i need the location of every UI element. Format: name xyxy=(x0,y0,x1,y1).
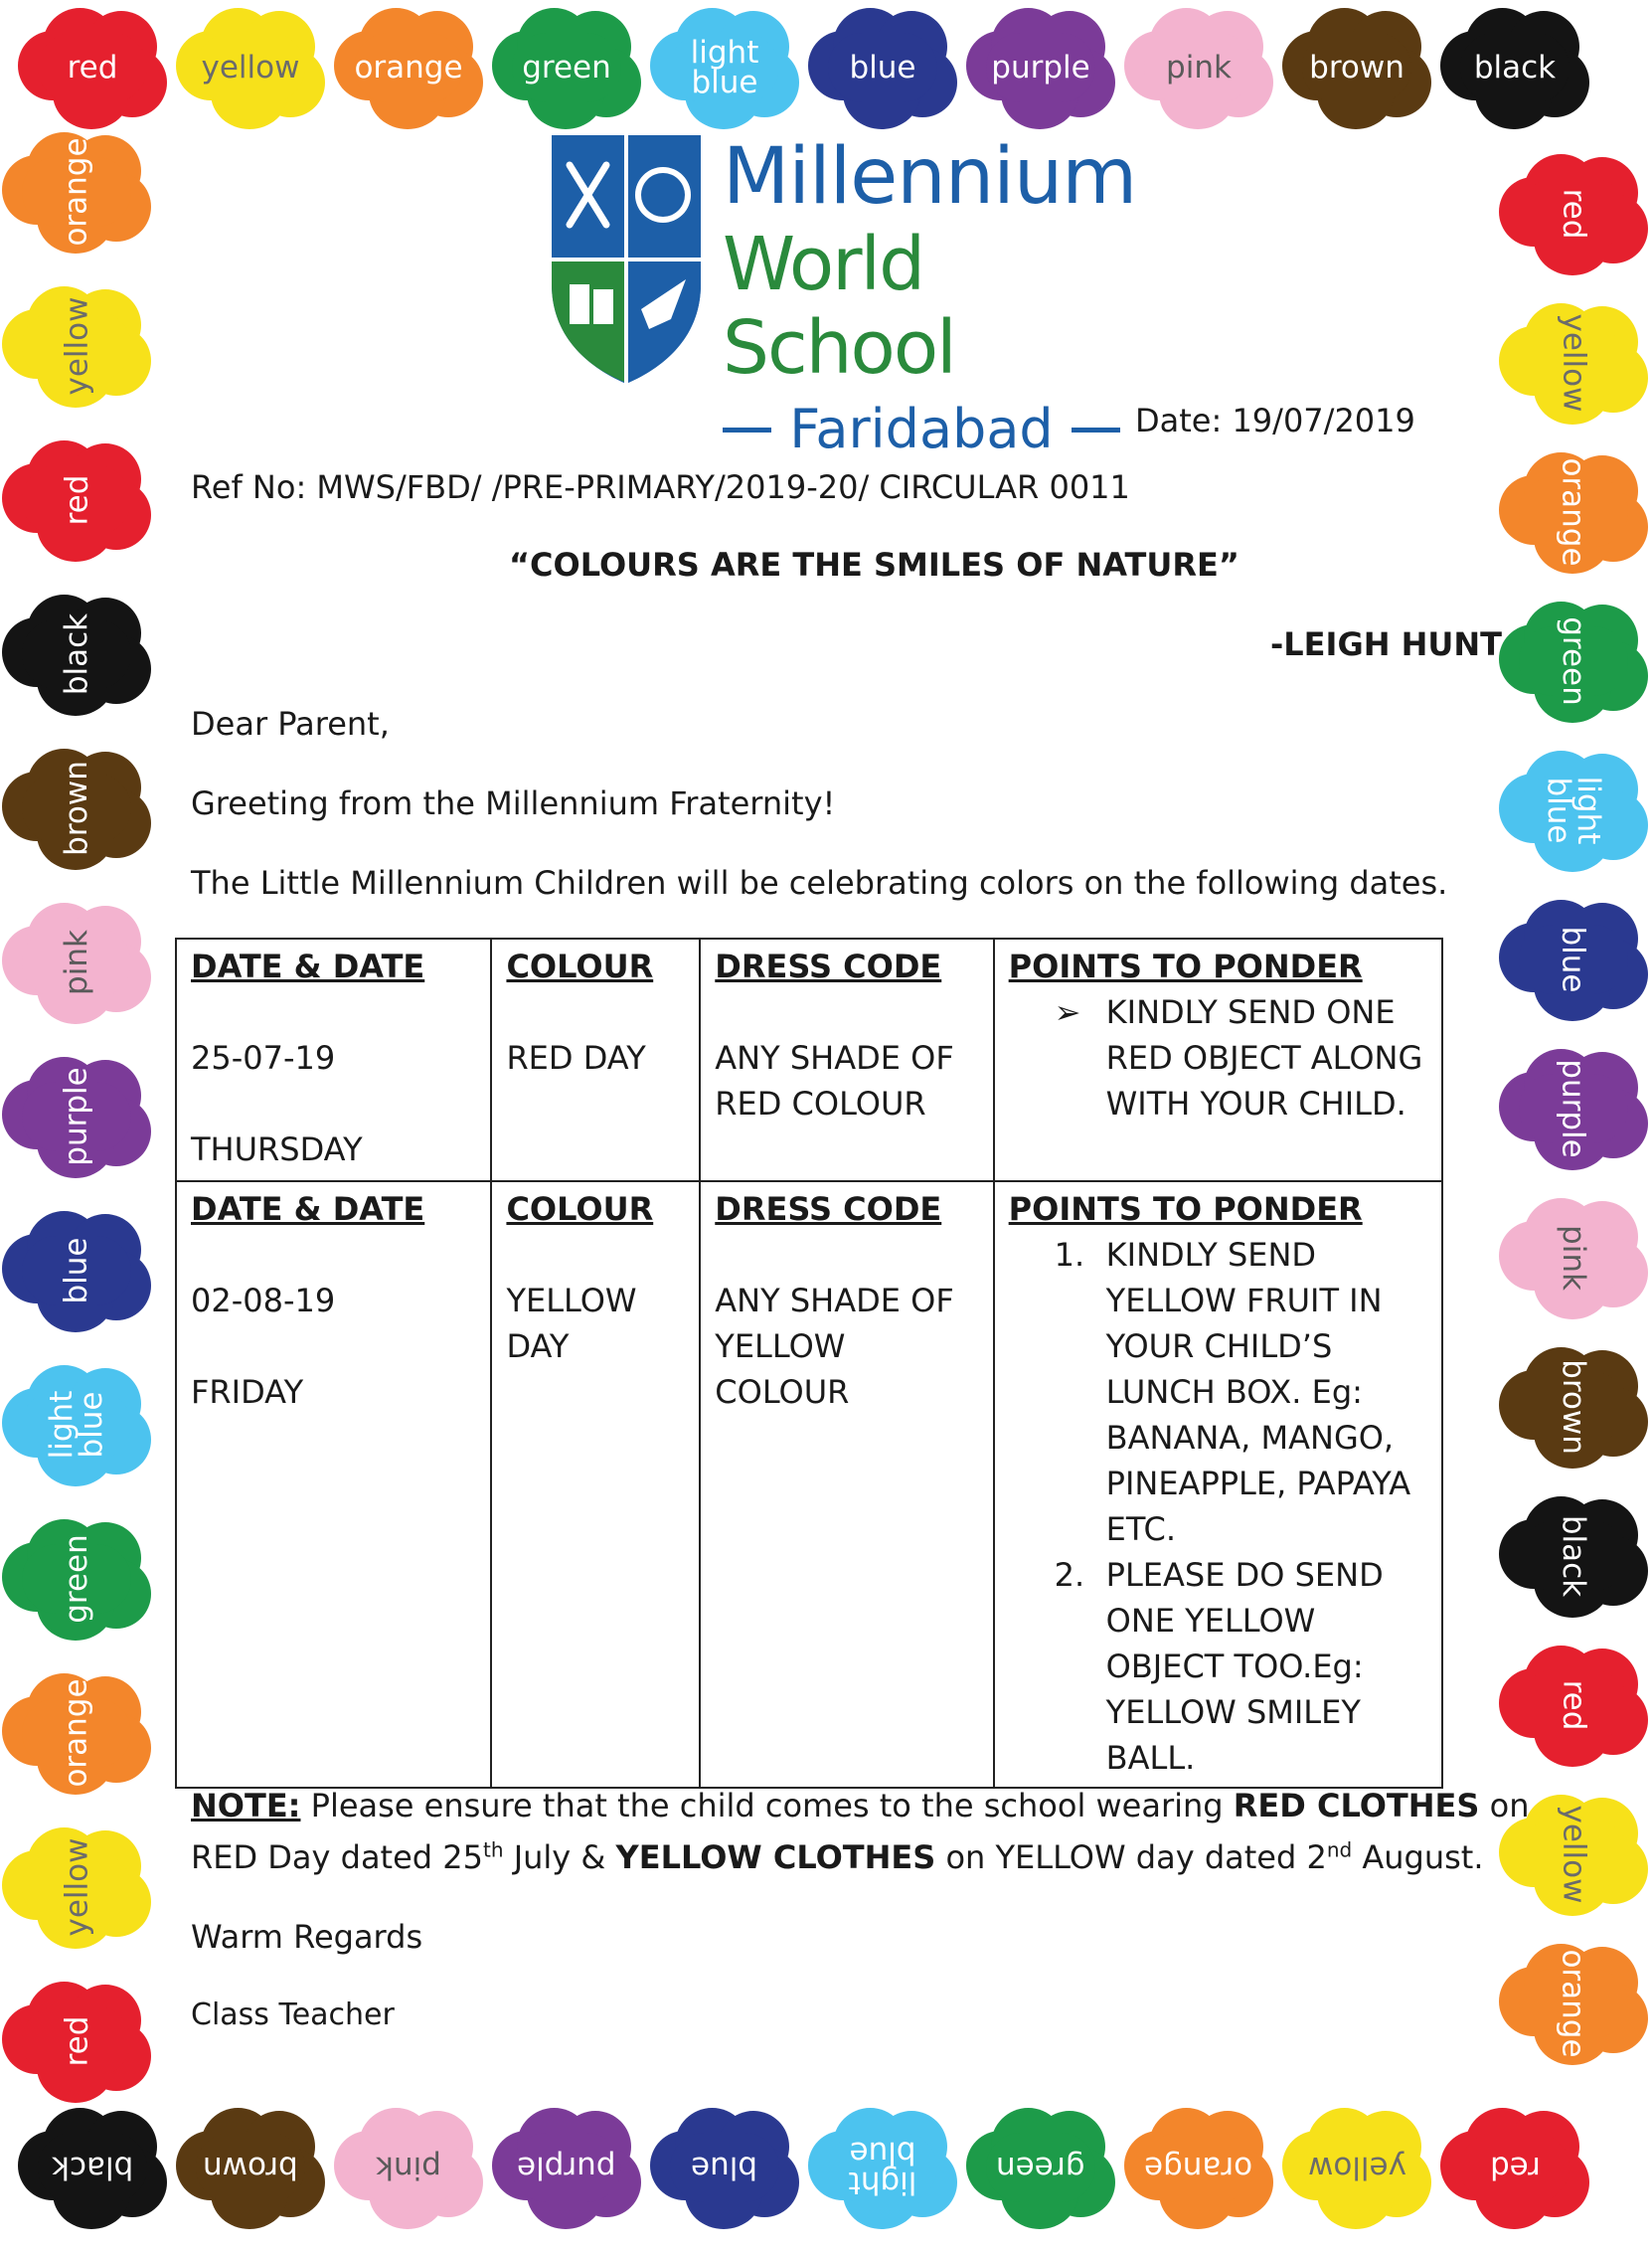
border-cloud-bottom xyxy=(966,2103,1115,2232)
cloud-label-text: green xyxy=(996,2150,1085,2185)
row-day: THURSDAY xyxy=(191,1130,363,1168)
border-cloud-left xyxy=(2,1668,151,1798)
cloud-label xyxy=(650,2103,799,2232)
cloud-label-text: orange xyxy=(58,1678,94,1788)
cloud-label xyxy=(2,1668,151,1798)
signature: Class Teacher xyxy=(191,1997,395,2032)
border-cloud-left xyxy=(2,1052,151,1181)
border-cloud-right xyxy=(1499,1491,1648,1621)
cloud-label xyxy=(2,435,151,565)
school-crest-icon xyxy=(552,135,701,384)
cloud-label xyxy=(1499,1491,1648,1621)
cloud-label xyxy=(1124,2103,1273,2232)
cloud-label xyxy=(1499,1193,1648,1322)
cloud-label-text: yellow xyxy=(1556,313,1591,413)
border-cloud-right xyxy=(1499,1193,1648,1322)
point-item xyxy=(1009,989,1427,1127)
cloud-label xyxy=(1282,2103,1431,2232)
intro-text: The Little Millennium Children will be celebrating colors on the following dates. xyxy=(191,864,1448,902)
cloud-label-text: pink xyxy=(1555,1225,1591,1291)
border-cloud-top xyxy=(966,3,1115,132)
cloud-label-text: pink xyxy=(1166,50,1232,86)
cloud-label xyxy=(2,1206,151,1335)
note-label: NOTE: xyxy=(191,1787,301,1824)
cloud-label xyxy=(2,590,151,719)
cloud-label-text: orange xyxy=(1144,2150,1253,2185)
border-cloud-left xyxy=(2,1206,151,1335)
cloud-label-text: red xyxy=(67,50,118,86)
border-cloud-left xyxy=(2,1514,151,1644)
cloud-label-text: purple xyxy=(991,50,1090,86)
cloud-label-text: light blue xyxy=(848,2135,917,2200)
circular-date: Date: 19/07/2019 xyxy=(1135,402,1415,439)
border-cloud-right xyxy=(1499,149,1648,278)
border-cloud-left xyxy=(2,1360,151,1489)
cloud-label xyxy=(2,1052,151,1181)
border-cloud-left xyxy=(2,1822,151,1952)
cloud-label xyxy=(1499,1939,1648,2068)
point-marker: 2. xyxy=(1054,1556,1085,1594)
border-cloud-bottom xyxy=(1440,2103,1589,2232)
cell-date xyxy=(176,1181,491,1788)
celebration-schedule-table xyxy=(175,938,1443,1789)
closing: Warm Regards xyxy=(191,1918,423,1956)
cloud-label xyxy=(1499,1044,1648,1173)
cloud-label-text: blue xyxy=(691,2150,758,2185)
cloud-label-text: orange xyxy=(1555,457,1591,567)
cloud-label xyxy=(492,3,641,132)
cloud-label-text: orange xyxy=(354,50,463,86)
cloud-label xyxy=(1124,3,1273,132)
logo-line-1: Millennium xyxy=(723,132,1137,222)
header-dress-code: DRESS CODE xyxy=(715,1190,942,1228)
cloud-label-text: brown xyxy=(203,2150,298,2185)
row-date: 25-07-19 xyxy=(191,1039,336,1077)
point-text: PLEASE DO SEND ONE YELLOW OBJECT TOO.Eg: YELLOW SMILEY BALL. xyxy=(1105,1556,1384,1777)
note-text-2: on xyxy=(1479,1787,1530,1824)
note-text-5: on YELLOW day dated 2 xyxy=(935,1838,1327,1876)
border-cloud-right xyxy=(1499,1641,1648,1770)
cell-dress-code xyxy=(700,1181,993,1788)
table-row xyxy=(176,939,1442,1181)
quote-author: -LEIGH HUNT xyxy=(1270,625,1502,663)
cloud-label-text: light blue xyxy=(690,35,759,100)
cloud-label-text: black xyxy=(1555,1514,1591,1598)
cloud-label xyxy=(966,3,1115,132)
border-cloud-right xyxy=(1499,1044,1648,1173)
note-sup-1: th xyxy=(482,1837,504,1862)
border-cloud-left xyxy=(2,127,151,257)
header-points: POINTS TO PONDER xyxy=(1008,948,1363,985)
cloud-label xyxy=(1499,447,1648,577)
border-cloud-top xyxy=(1440,3,1589,132)
border-cloud-top xyxy=(1124,3,1273,132)
table-row xyxy=(176,1181,1442,1788)
border-cloud-bottom xyxy=(18,2103,167,2232)
border-cloud-bottom xyxy=(334,2103,483,2232)
border-cloud-top xyxy=(1282,3,1431,132)
note-text-6: August. xyxy=(1352,1838,1484,1876)
school-logo xyxy=(552,131,1137,460)
cloud-label xyxy=(2,127,151,257)
cloud-label-text: black xyxy=(58,612,94,696)
cloud-label xyxy=(1440,3,1589,132)
logo-dash-right xyxy=(1072,428,1120,433)
cloud-label xyxy=(1499,895,1648,1024)
note-red-clothes: RED CLOTHES xyxy=(1233,1787,1480,1824)
cloud-label-text: yellow xyxy=(59,296,94,396)
header-colour: COLOUR xyxy=(506,1190,654,1228)
cloud-label xyxy=(2,1977,151,2106)
row-colour: RED DAY xyxy=(506,1039,646,1077)
cloud-label xyxy=(492,2103,641,2232)
row-day: FRIDAY xyxy=(191,1373,304,1411)
cloud-label-text: pink xyxy=(58,930,94,995)
note-sup-2: nd xyxy=(1326,1837,1353,1862)
cell-date xyxy=(176,939,491,1181)
header-points: POINTS TO PONDER xyxy=(1008,1190,1363,1228)
cloud-label xyxy=(1282,3,1431,132)
note-text-3: RED Day dated 25 xyxy=(191,1838,483,1876)
cloud-label xyxy=(334,2103,483,2232)
greeting: Greeting from the Millennium Fraternity! xyxy=(191,784,836,822)
point-text: KINDLY SEND YELLOW FRUIT IN YOUR CHILD’S LUNCH BOX. Eg: BANANA, MANGO, PINEAPPLE, PAPAYA ETC. xyxy=(1105,1236,1411,1548)
cloud-label xyxy=(2,744,151,873)
cloud-label-text: red xyxy=(1555,1679,1591,1731)
cloud-label-text: yellow xyxy=(201,50,300,86)
cloud-label-text: light blue xyxy=(44,1390,109,1460)
border-cloud-left xyxy=(2,590,151,719)
cloud-label xyxy=(650,3,799,132)
cloud-label-text: brown xyxy=(1556,1359,1591,1455)
salutation: Dear Parent, xyxy=(191,705,390,743)
cloud-label-text: red xyxy=(1555,188,1591,240)
cloud-label-text: red xyxy=(58,474,94,526)
cloud-label-text: blue xyxy=(849,50,916,86)
header-date: DATE & DATE xyxy=(191,948,425,985)
border-cloud-left xyxy=(2,898,151,1027)
border-cloud-left xyxy=(2,744,151,873)
border-cloud-top xyxy=(176,3,325,132)
point-marker: 1. xyxy=(1054,1236,1085,1274)
border-cloud-left xyxy=(2,281,151,411)
cloud-label-text: orange xyxy=(1555,1949,1591,2058)
header-colour: COLOUR xyxy=(506,948,654,985)
note-text-4: July & xyxy=(503,1838,616,1876)
cell-colour xyxy=(491,939,700,1181)
logo-line-2: World School xyxy=(723,222,955,391)
cloud-label xyxy=(2,1822,151,1952)
cloud-label-text: pink xyxy=(376,2150,441,2185)
row-dress-code: ANY SHADE OF YELLOW COLOUR xyxy=(715,1282,954,1411)
cloud-label xyxy=(1499,149,1648,278)
cloud-label xyxy=(808,3,957,132)
border-cloud-top xyxy=(808,3,957,132)
cloud-label-text: black xyxy=(1473,50,1557,86)
logo-dash-left xyxy=(723,428,771,433)
cloud-label xyxy=(2,898,151,1027)
point-text: KINDLY SEND ONE RED OBJECT ALONG WITH YOUR CHILD. xyxy=(1105,993,1423,1123)
border-cloud-right xyxy=(1499,597,1648,726)
border-cloud-top xyxy=(650,3,799,132)
border-cloud-top xyxy=(334,3,483,132)
cell-points xyxy=(994,939,1442,1181)
border-cloud-right xyxy=(1499,895,1648,1024)
cloud-label xyxy=(18,3,167,132)
cloud-label xyxy=(1499,1641,1648,1770)
cloud-label xyxy=(1499,746,1648,875)
point-item xyxy=(1009,1232,1427,1552)
quote: “COLOURS ARE THE SMILES OF NATURE” xyxy=(509,546,1239,584)
border-cloud-top xyxy=(18,3,167,132)
cloud-label xyxy=(1499,1342,1648,1472)
border-cloud-bottom xyxy=(1282,2103,1431,2232)
cloud-label-text: yellow xyxy=(59,1837,94,1937)
cloud-label-text: green xyxy=(1555,616,1591,706)
cloud-label xyxy=(2,281,151,411)
cloud-label-text: blue xyxy=(58,1237,94,1304)
cloud-label-text: orange xyxy=(58,137,94,247)
row-colour: YELLOW DAY xyxy=(506,1282,637,1365)
cloud-label-text: brown xyxy=(59,761,94,856)
cloud-label-text: green xyxy=(58,1534,94,1624)
cloud-label-text: purple xyxy=(1556,1059,1591,1158)
row-dress-code: ANY SHADE OF RED COLOUR xyxy=(715,1039,954,1123)
border-cloud-bottom xyxy=(808,2103,957,2232)
row-date: 02-08-19 xyxy=(191,1282,336,1319)
cloud-label-text: purple xyxy=(517,2150,616,2185)
cloud-label xyxy=(18,2103,167,2232)
cloud-label xyxy=(808,2103,957,2232)
cloud-label xyxy=(2,1360,151,1489)
border-cloud-right xyxy=(1499,447,1648,577)
border-cloud-right xyxy=(1499,1342,1648,1472)
cloud-label xyxy=(334,3,483,132)
cell-colour xyxy=(491,1181,700,1788)
cloud-label-text: black xyxy=(51,2150,134,2185)
cloud-label-text: brown xyxy=(1309,50,1404,86)
note-yellow-clothes: YELLOW CLOTHES xyxy=(615,1838,936,1876)
cloud-label xyxy=(1440,2103,1589,2232)
cell-points xyxy=(994,1181,1442,1788)
cloud-label-text: purple xyxy=(59,1067,94,1166)
border-cloud-left xyxy=(2,435,151,565)
cloud-label-text: yellow xyxy=(1307,2150,1406,2185)
logo-city: Faridabad xyxy=(789,398,1054,460)
cloud-label-text: red xyxy=(58,2015,94,2067)
border-cloud-right xyxy=(1499,298,1648,428)
cloud-label-text: green xyxy=(522,50,611,86)
cloud-label xyxy=(2,1514,151,1644)
point-item xyxy=(1009,1552,1427,1781)
border-cloud-left xyxy=(2,1977,151,2106)
cloud-label-text: red xyxy=(1489,2150,1541,2185)
cloud-label-text: light blue xyxy=(1541,776,1606,845)
border-cloud-bottom xyxy=(492,2103,641,2232)
header-date: DATE & DATE xyxy=(191,1190,425,1228)
cloud-label-text: blue xyxy=(1555,926,1591,993)
border-cloud-bottom xyxy=(176,2103,325,2232)
border-cloud-right xyxy=(1499,1939,1648,2068)
reference-number: Ref No: MWS/FBD/ /PRE-PRIMARY/2019-20/ CIRCULAR 0011 xyxy=(191,468,1130,506)
border-cloud-bottom xyxy=(1124,2103,1273,2232)
cloud-label xyxy=(1499,298,1648,428)
cell-dress-code xyxy=(700,939,993,1181)
border-cloud-bottom xyxy=(650,2103,799,2232)
border-cloud-right xyxy=(1499,746,1648,875)
cloud-label-text: yellow xyxy=(1556,1805,1591,1904)
cloud-label xyxy=(176,2103,325,2232)
header-dress-code: DRESS CODE xyxy=(715,948,942,985)
border-cloud-top xyxy=(492,3,641,132)
logo-line-3 xyxy=(723,390,1120,469)
note-line-1 xyxy=(191,1787,1529,1824)
point-marker: ➢ xyxy=(1054,993,1081,1031)
cloud-label xyxy=(966,2103,1115,2232)
note-line-2 xyxy=(191,1838,1484,1876)
cloud-label xyxy=(1499,597,1648,726)
note-text-1: Please ensure that the child comes to the school wearing xyxy=(300,1787,1234,1824)
cloud-label xyxy=(176,3,325,132)
